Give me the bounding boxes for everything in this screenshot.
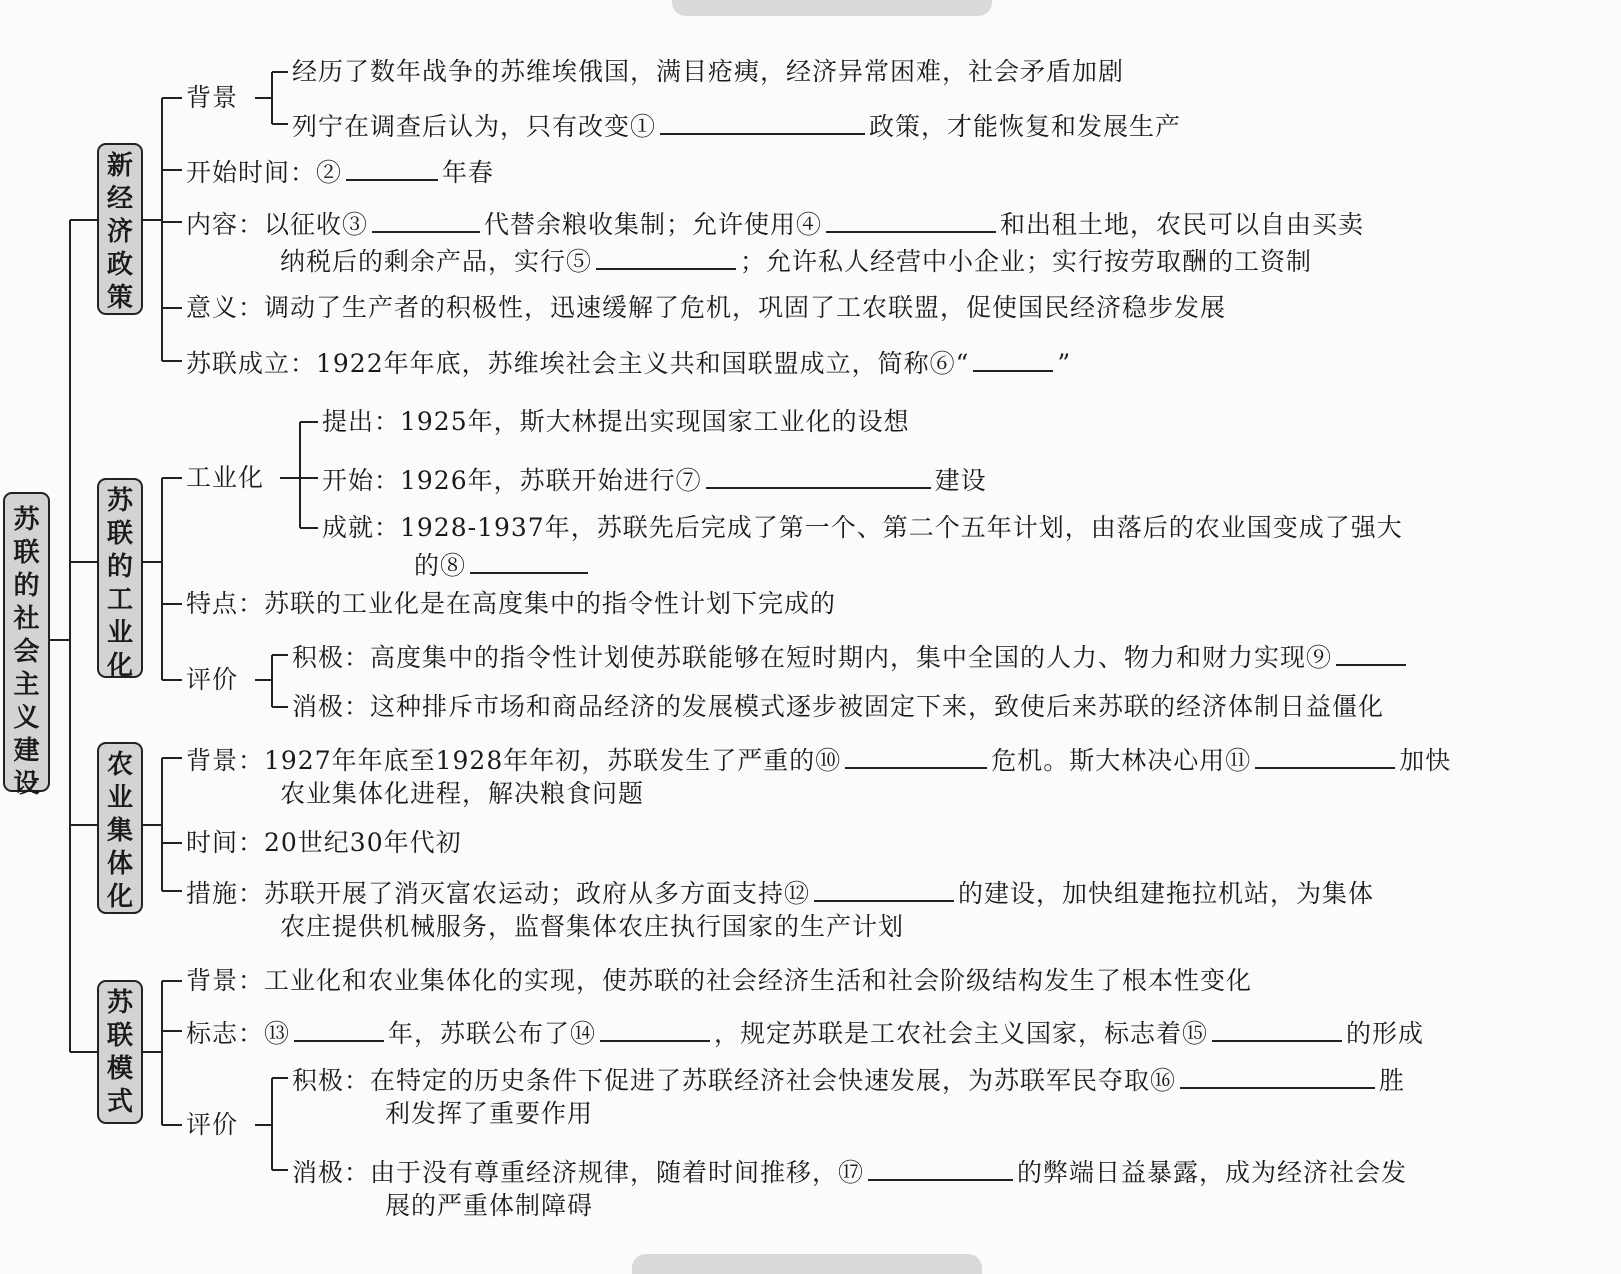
- blank-4[interactable]: [826, 205, 996, 233]
- blank-16[interactable]: [1180, 1061, 1375, 1089]
- blank-15[interactable]: [1212, 1014, 1342, 1042]
- root-box: [3, 492, 50, 799]
- category-industrialization-box: [97, 478, 143, 681]
- category-agriculture-box: [97, 742, 143, 914]
- industrialization-propose: 提出：1925年，斯大林提出实现国家工业化的设想: [322, 407, 910, 436]
- category-nep-title: 新经济政策: [107, 151, 134, 313]
- nep-ussr-founded: 苏联成立：1922年年底，苏维埃社会主义共和国联盟成立，简称⑥“ ”: [186, 344, 1071, 381]
- blank-12[interactable]: [814, 874, 954, 902]
- blank-11[interactable]: [1255, 741, 1395, 769]
- blank-3[interactable]: [372, 205, 480, 233]
- model-negative-line2: 展的严重体制障碍: [385, 1191, 594, 1220]
- blank-13[interactable]: [294, 1014, 384, 1042]
- agriculture-background: 背景：1927年年底至1928年年初，苏联发生了严重的⑩ 危机。斯大林决心用⑪ 加快: [186, 741, 1451, 778]
- nep-background-label: 背景: [186, 83, 239, 112]
- category-nep-box: [97, 143, 143, 315]
- industrialization-label: 工业化: [186, 463, 265, 492]
- blank-14[interactable]: [600, 1014, 710, 1042]
- agriculture-background-line2: 农业集体化进程，解决粮食问题: [280, 779, 645, 808]
- blank-8[interactable]: [470, 546, 588, 574]
- nep-content-line2: 纳税后的剩余产品，实行⑤ ；允许私人经营中小企业；实行按劳取酬的工资制: [280, 242, 1312, 279]
- industrialization-positive: 积极：高度集中的指令性计划使苏联能够在短时期内，集中全国的人力、物力和财力实现⑨: [292, 638, 1410, 675]
- model-negative: 消极：由于没有尊重经济规律，随着时间推移，⑰ 的弊端日益暴露，成为经济社会发: [292, 1153, 1407, 1190]
- agriculture-time: 时间：20世纪30年代初: [186, 828, 462, 857]
- industrialization-eval-label: 评价: [186, 665, 239, 694]
- industrialization-negative: 消极：这种排斥市场和商品经济的发展模式逐步被固定下来，致使后来苏联的经济体制日益僵化: [292, 692, 1385, 721]
- nep-background-line2: 列宁在调查后认为，只有改变① 政策，才能恢复和发展生产: [292, 107, 1181, 144]
- blank-5[interactable]: [596, 242, 736, 270]
- category-industrialization-title: 苏联的工业化: [107, 486, 134, 681]
- blank-17[interactable]: [868, 1153, 1013, 1181]
- category-model-title: 苏联模式: [107, 988, 134, 1117]
- nep-meaning: 意义：调动了生产者的积极性，迅速缓解了危机，巩固了工农联盟，促使国民经济稳步发展: [186, 293, 1227, 322]
- nep-content-line1: 内容：以征收③ 代替余粮收集制；允许使用④ 和出租土地，农民可以自由买卖: [186, 205, 1364, 242]
- model-mark: 标志：⑬ 年，苏联公布了⑭ ，规定苏联是工农社会主义国家，标志着⑮ 的形成: [186, 1014, 1424, 1051]
- blank-2[interactable]: [346, 153, 438, 181]
- blank-6[interactable]: [973, 344, 1053, 372]
- root-title: 苏联的社会主义建设: [13, 505, 40, 799]
- nep-background-line1: 经历了数年战争的苏维埃俄国，满目疮痍，经济异常困难，社会矛盾加剧: [292, 57, 1125, 86]
- industrialization-feature: 特点：苏联的工业化是在高度集中的指令性计划下完成的: [186, 589, 837, 618]
- model-positive-line2: 利发挥了重要作用: [385, 1099, 594, 1128]
- blank-1[interactable]: [660, 107, 865, 135]
- nep-start-time: 开始时间：② 年春: [186, 153, 494, 190]
- blank-7[interactable]: [706, 461, 931, 489]
- blank-10[interactable]: [845, 741, 987, 769]
- category-agriculture-title: 农业集体化: [107, 750, 134, 912]
- model-positive: 积极：在特定的历史条件下促进了苏联经济社会快速发展，为苏联军民夺取⑯ 胜: [292, 1061, 1405, 1098]
- agriculture-measures-line2: 农庄提供机械服务，监督集体农庄执行国家的生产计划: [280, 912, 905, 941]
- agriculture-measures: 措施：苏联开展了消灭富农运动；政府从多方面支持⑫ 的建设，加快组建拖拉机站，为集体: [186, 874, 1374, 911]
- model-background: 背景：工业化和农业集体化的实现，使苏联的社会经济生活和社会阶级结构发生了根本性变化: [186, 966, 1253, 995]
- industrialization-achievement-line2: 的⑧: [414, 546, 592, 583]
- model-eval-label: 评价: [186, 1110, 239, 1139]
- blank-9[interactable]: [1336, 638, 1406, 666]
- category-model-box: [97, 980, 143, 1124]
- industrialization-achievement: 成就：1928-1937年，苏联先后完成了第一个、第二个五年计划，由落后的农业国变成了强大: [322, 513, 1403, 542]
- industrialization-begin: 开始：1926年，苏联开始进行⑦ 建设: [322, 461, 987, 498]
